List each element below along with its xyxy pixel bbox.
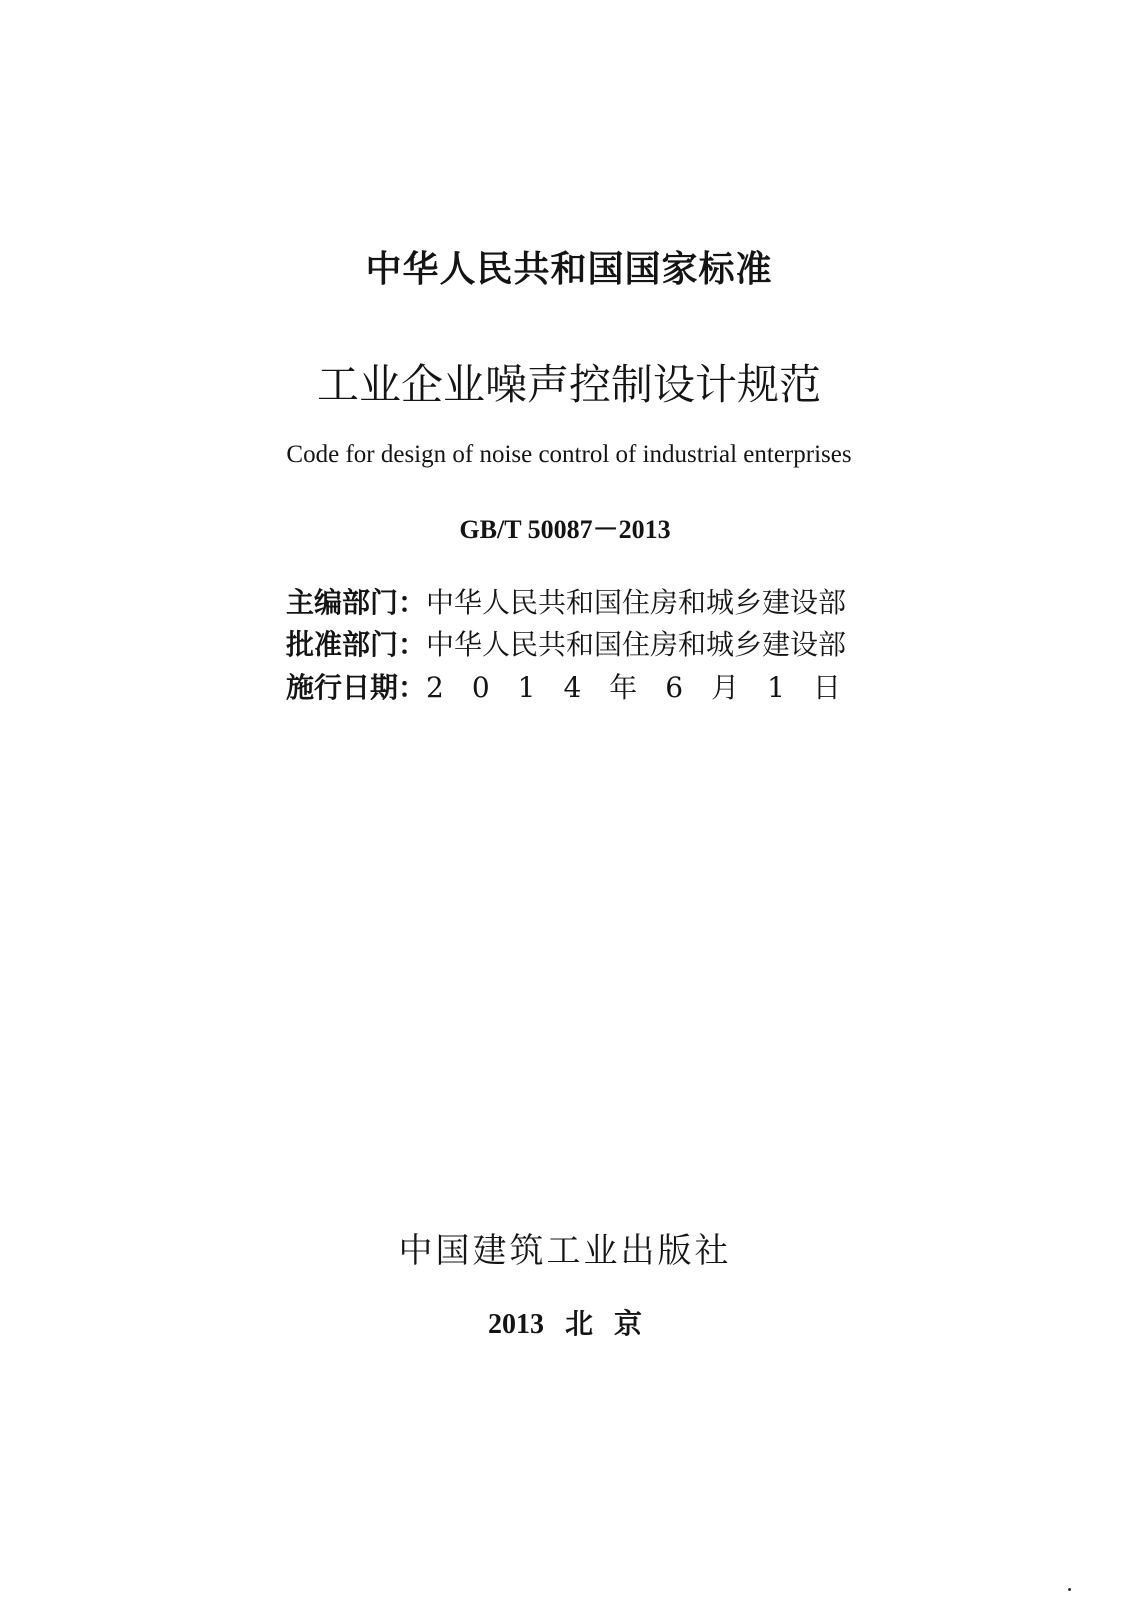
scan-mark [1068, 1588, 1071, 1591]
info-value: 中华人民共和国住房和城乡建设部 [426, 628, 847, 661]
info-row-effective-date [286, 673, 869, 703]
standard-type-heading: 中华人民共和国国家标准 [365, 249, 773, 290]
document-title-zh: 工业企业噪声控制设计规范 [316, 360, 821, 409]
publisher-name: 中国建筑工业出版社 [398, 1231, 732, 1271]
standard-code: GB/T 50087－2013 [459, 515, 671, 544]
info-row-approval [286, 630, 846, 660]
info-value: 2014年6月1日 [426, 671, 869, 704]
info-label: 主编部门： [286, 586, 427, 619]
info-label: 施行日期： [286, 671, 427, 704]
document-title-en: Code for design of noise control of industrial enterprises [286, 441, 852, 468]
info-row-chief-editor [286, 588, 846, 618]
publication-year-place: 2013 北 京 [487, 1309, 642, 1340]
info-value: 中华人民共和国住房和城乡建设部 [426, 586, 847, 619]
info-label: 批准部门： [286, 628, 427, 661]
